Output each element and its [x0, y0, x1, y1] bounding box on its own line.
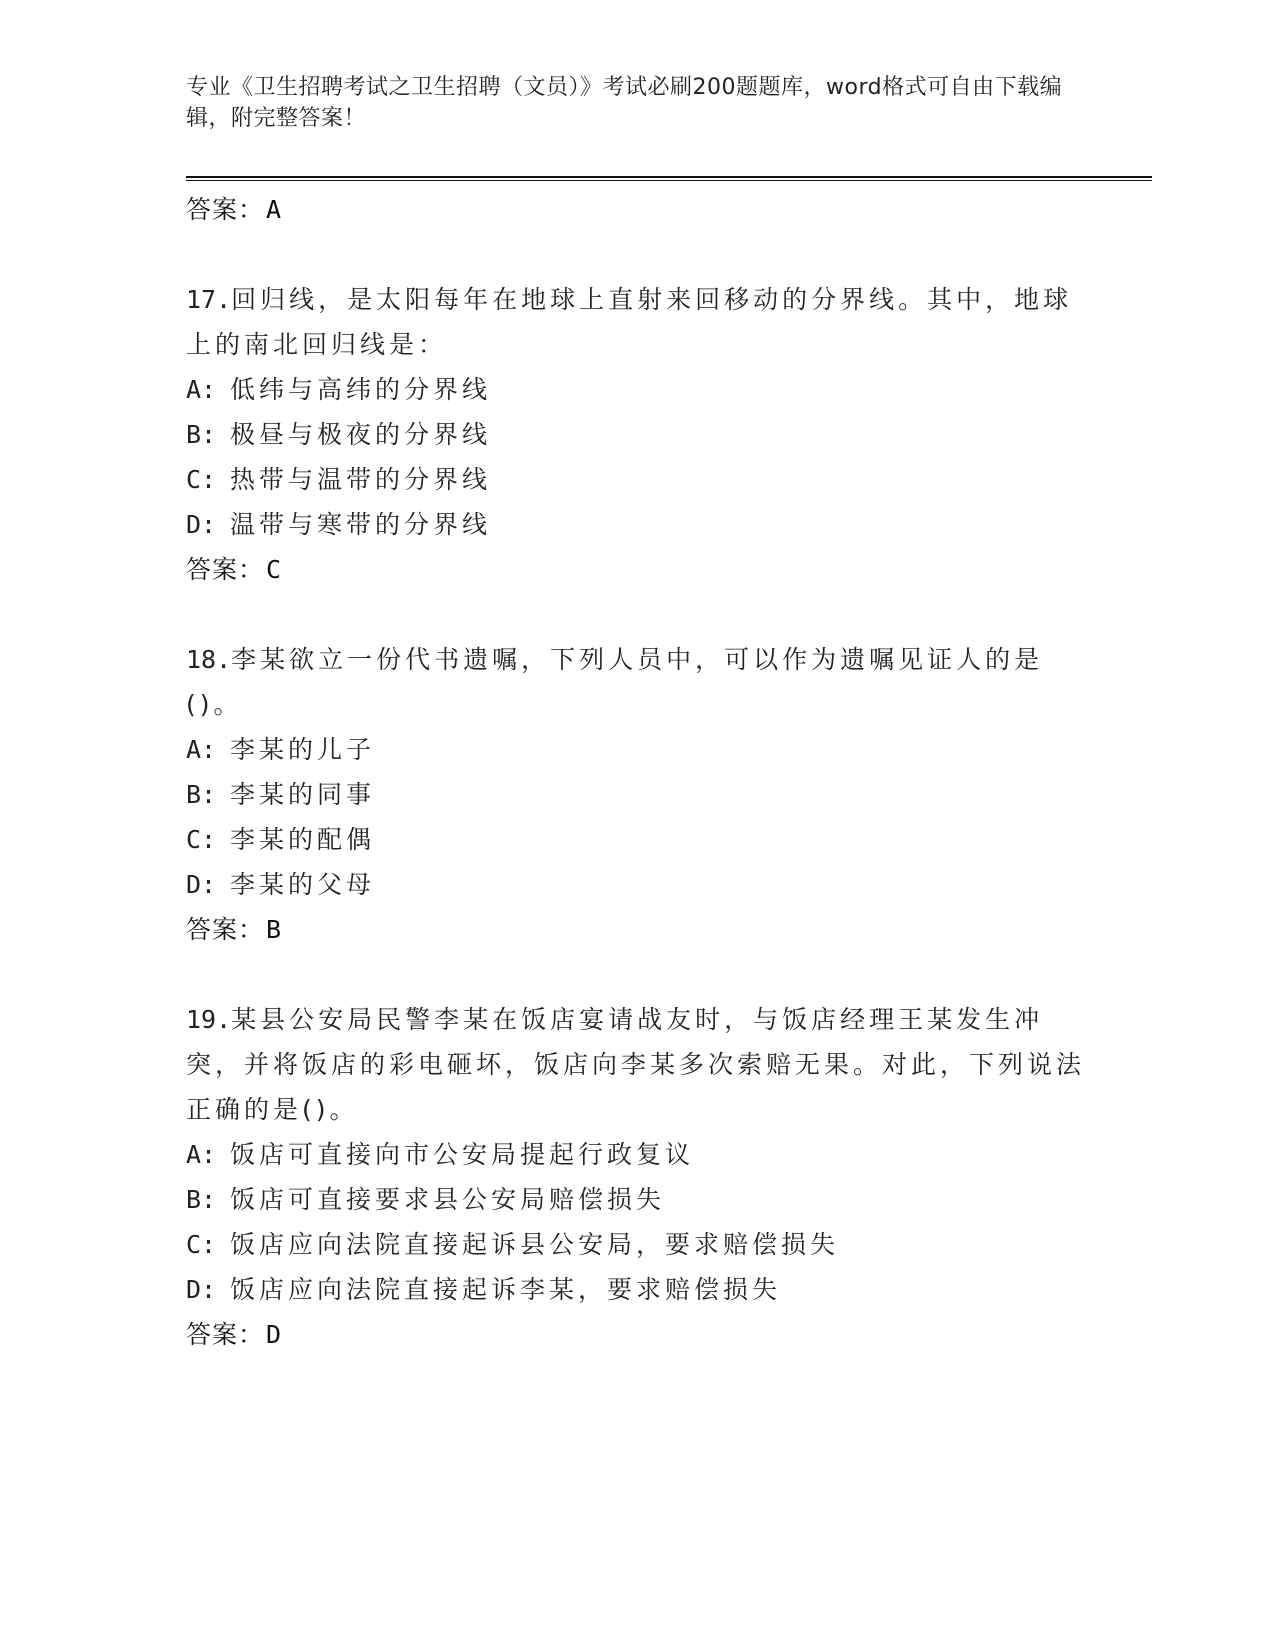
header-divider	[186, 176, 1152, 181]
option-d	[186, 1267, 1086, 1312]
option-text: 饭店应向法院直接起诉县公安局，要求赔偿损失	[230, 1230, 840, 1259]
option-c	[186, 817, 1086, 862]
answer-line	[186, 547, 1086, 593]
option-text: 饭店可直接向市公安局提起行政复议	[230, 1140, 695, 1169]
option-text: 热带与温带的分界线	[230, 465, 492, 494]
option-key: B:	[186, 780, 217, 809]
question-text: 李某欲立一份代书遗嘱，下列人员中，可以作为遗嘱见证人的是()。	[186, 645, 1044, 719]
answer-label: 答案：	[186, 915, 265, 944]
option-text: 李某的父母	[230, 870, 376, 899]
option-a	[186, 727, 1086, 772]
option-b	[186, 772, 1086, 817]
option-text: 低纬与高纬的分界线	[230, 375, 492, 404]
option-c	[186, 1222, 1086, 1267]
question-number: 18.	[186, 645, 232, 674]
question-stem	[186, 277, 1086, 367]
option-key: B:	[186, 1185, 217, 1214]
question-list	[186, 187, 1086, 1358]
option-a	[186, 1132, 1086, 1177]
question-number: 19.	[186, 1005, 232, 1034]
option-key: C:	[186, 825, 217, 854]
answer-value: A	[266, 195, 283, 224]
option-key: B:	[186, 420, 217, 449]
answer-line	[186, 187, 1086, 233]
answer-value: C	[266, 555, 283, 584]
answer-label: 答案：	[186, 1320, 265, 1349]
question-text: 回归线，是太阳每年在地球上直射来回移动的分界线。其中，地球上的南北回归线是：	[186, 285, 1073, 359]
option-d	[186, 862, 1086, 907]
question-18	[186, 637, 1086, 953]
option-text: 饭店应向法院直接起诉李某，要求赔偿损失	[230, 1275, 782, 1304]
answer-value: D	[266, 1320, 283, 1349]
answer-line	[186, 1312, 1086, 1358]
answer-label: 答案：	[186, 555, 265, 584]
option-text: 极昼与极夜的分界线	[230, 420, 492, 449]
option-text: 李某的同事	[230, 780, 376, 809]
answer-value: B	[266, 915, 283, 944]
option-text: 温带与寒带的分界线	[230, 510, 492, 539]
option-key: D:	[186, 510, 217, 539]
option-text: 李某的儿子	[230, 735, 376, 764]
option-text: 饭店可直接要求县公安局赔偿损失	[230, 1185, 666, 1214]
option-key: C:	[186, 465, 217, 494]
option-key: A:	[186, 1140, 217, 1169]
question-stem	[186, 637, 1086, 727]
option-a	[186, 367, 1086, 412]
option-key: D:	[186, 1275, 217, 1304]
option-text: 李某的配偶	[230, 825, 376, 854]
option-key: D:	[186, 870, 217, 899]
answer-line	[186, 907, 1086, 953]
question-stem	[186, 997, 1086, 1132]
option-d	[186, 502, 1086, 547]
option-c	[186, 457, 1086, 502]
option-key: A:	[186, 735, 217, 764]
question-19	[186, 997, 1086, 1358]
document-header: 专业《卫生招聘考试之卫生招聘（文员）》考试必刷200题题库，word格式可自由下载编辑，附完整答案！	[186, 75, 1063, 131]
option-b	[186, 1177, 1086, 1222]
question-text: 某县公安局民警李某在饭店宴请战友时，与饭店经理王某发生冲突，并将饭店的彩电砸坏，饭店向李某多次索赔无果。对此，下列说法正确的是()。	[186, 1005, 1086, 1124]
option-b	[186, 412, 1086, 457]
option-key: C:	[186, 1230, 217, 1259]
question-number: 17.	[186, 285, 232, 314]
option-key: A:	[186, 375, 217, 404]
question-17	[186, 277, 1086, 593]
answer-label: 答案：	[186, 195, 265, 224]
